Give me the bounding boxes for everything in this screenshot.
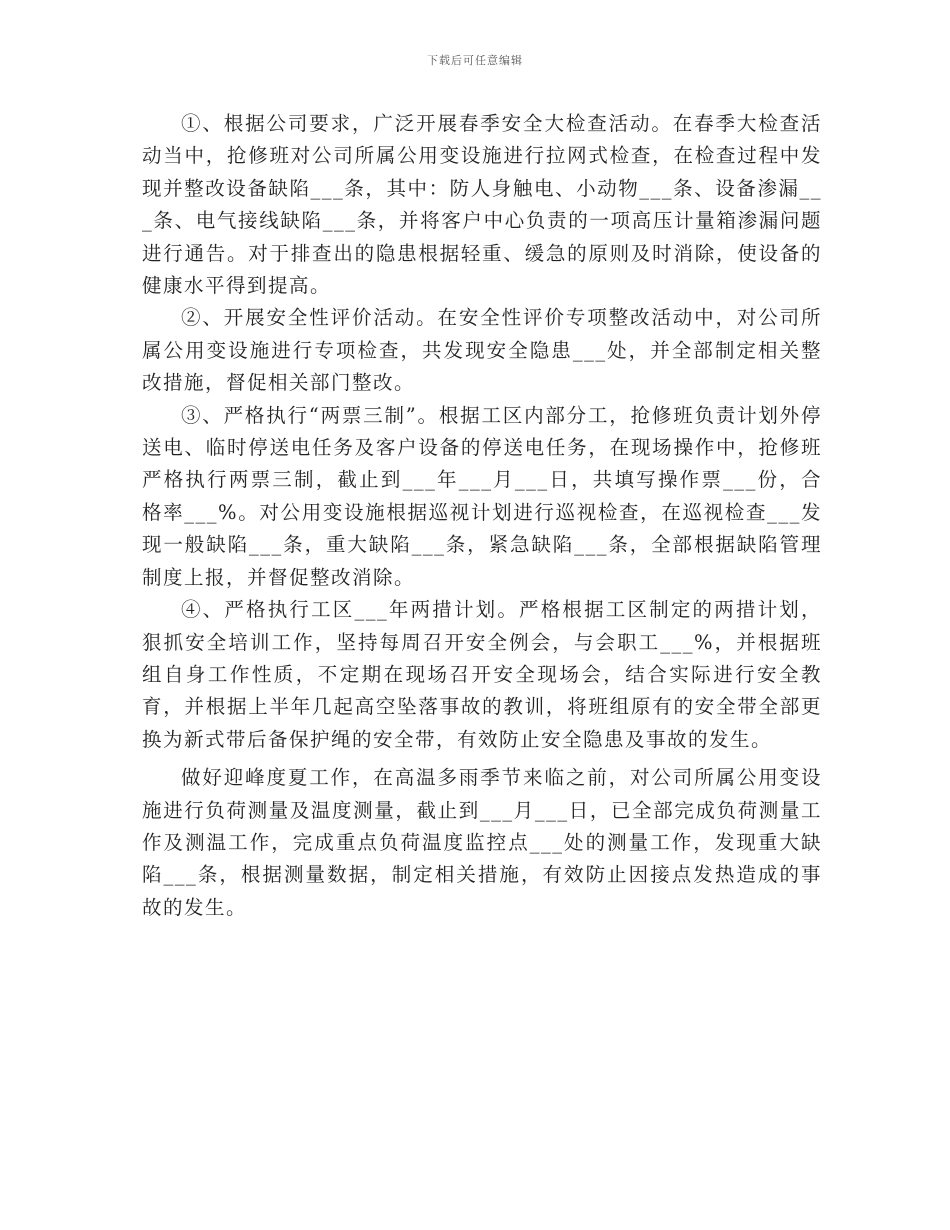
paragraph-spring-inspection: ①、根据公司要求，广泛开展春季安全大检查活动。在春季大检查活动当中，抢修班对公司所属公用变设施进行拉网式检查，在检查过程中发现并整改设备缺陷___条，其中：防人身触电、小动物___条、设备渗漏___条、电气接线缺陷___条，并将客户中心负责的一项高压计量箱渗漏问题进行通告。对于排查出的隐患根据轻重、缓急的原则及时消除，使设备的健康水平得到提高。	[142, 112, 822, 298]
document-body	[142, 108, 822, 924]
paragraph-summer-peak: 做好迎峰度夏工作，在高温多雨季节来临之前，对公司所属公用变设施进行负荷测量及温度测量，截止到___月___日，已全部完成负荷测量工作及测温工作，完成重点负荷温度监控点___处的测量工作，发现重大缺陷___条，根据测量数据，制定相关措施，有效防止因接点发热造成的事故的发生。	[142, 766, 822, 919]
page-header: 下载后可任意编辑	[427, 54, 523, 67]
paragraph-two-measures-plan: ④、严格执行工区___年两措计划。严格根据工区制定的两措计划，狠抓安全培训工作，坚持每周召开安全例会，与会职工___%，并根据班组自身工作性质，不定期在现场召开安全现场会，结合实际进行安全教育，并根据上半年几起高空坠落事故的教训，将班组原有的安全带全部更换为新式带后备保护绳的安全带，有效防止安全隐患及事故的发生。	[142, 598, 822, 751]
paragraph-two-tickets-three-systems: ③、严格执行“两票三制”。根据工区内部分工，抢修班负责计划外停送电、临时停送电任务及客户设备的停送电任务，在现场操作中，抢修班严格执行两票三制，截止到___年___月___日，共填写操作票___份，合格率___%。对公用变设施根据巡视计划进行巡视检查，在巡视检查___发现一般缺陷___条，重大缺陷___条，紧急缺陷___条，全部根据缺陷管理制度上报，并督促整改消除。	[142, 403, 822, 589]
paragraph-safety-evaluation: ②、开展安全性评价活动。在安全性评价专项整改活动中，对公司所属公用变设施进行专项检查，共发现安全隐患___处，并全部制定相关整改措施，督促相关部门整改。	[142, 306, 822, 395]
